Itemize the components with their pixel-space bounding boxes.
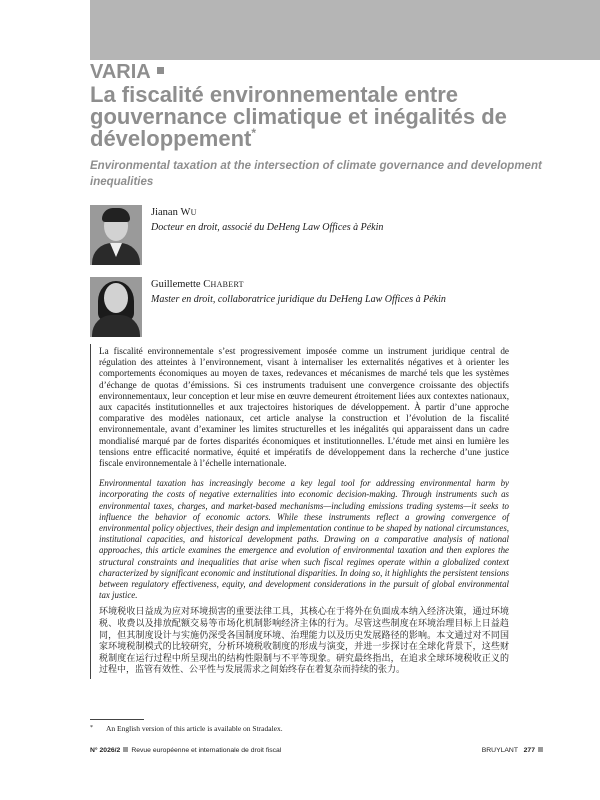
section-square-icon — [157, 67, 164, 74]
section-text: VARIA — [90, 61, 151, 83]
title-footnote-marker[interactable]: * — [251, 126, 257, 140]
article-subtitle: Environmental taxation at the intersection of climate governance and development inequalities — [90, 160, 542, 188]
author-photo-2 — [90, 277, 142, 337]
footnote — [90, 723, 510, 734]
footer-square-icon — [538, 747, 543, 752]
author-last-name: CHABERT — [203, 279, 244, 290]
footer-issue: N° 2026/2 — [90, 747, 121, 754]
abstract-chinese: 环境税收日益成为应对环境损害的重要法律工具，其核心在于将外在负面成本纳入经济决策，通过环境税、收费以及排放配额交易等市场化机制影响经济主体的行为。尽管这些制度在环境治理目标上日益趋同，但其制度设计与实施仍深受各国制度环境、治理能力以及历史发展路径的影响。本文通过对不同国家环境税制模式的比较研究，分析环境税收制度的形成与演变，并进一步探讨在全球化背景下，这些财税制度在运行过程中所呈现出的结构性限制与不平等现象。研究最终指出，在追求全球环境税收正义的过程中，监管有效性、公平性与发展需求之间始终存在着复杂而持续的张力。 — [99, 607, 509, 676]
footer-right — [482, 745, 546, 757]
page-footer — [90, 745, 546, 757]
footer-square-icon — [123, 747, 128, 752]
article-title — [90, 84, 590, 150]
author-role: Master en droit, collaboratrice juridique du DeHeng Law Offices à Pékin — [151, 294, 446, 305]
author-name: Guillemette CHABERT — [151, 279, 244, 290]
title-text: La fiscalité environnementale entre gouvernance climatique et inégalités de développement — [90, 82, 507, 151]
abstract-block — [90, 344, 509, 679]
abstract-english: Environmental taxation has increasingly become a key legal tool for addressing environmental harm by incorporating the costs of negative externalities into economic decision-making. Through instruments such as environmental taxes, charges, and market-based mechanisms—including emissions trading systems—it seeks to influence the behavior of economic actors. While these instruments reflect a growing convergence of environmental policy objectives, their design and implementation continue to be shaped by national circumstances, institutional capacities, and historical development paths. Drawing on a comparative analysis of national approaches, this article examines the emergence and evolution of environmental taxation and then explores the structural constraints and inequalities that arise when such fiscal regimes operate within a globalized context characterized by significant economic and institutional disparities. In doing so, it highlights the persistent tensions between regulatory effectiveness, equity, and development considerations in the pursuit of global environmental tax justice. — [99, 478, 509, 601]
footnote-text: An English version of this article is available on Stradalex. — [106, 724, 283, 733]
footer-publisher: BRUYLANT — [481, 747, 518, 754]
article-header — [90, 60, 590, 190]
abstract-french: La fiscalité environnementale s’est progressivement imposée comme un instrument juridique central de régulation des atteintes à l’environnement, visant à internaliser les externalités négatives et à orienter les comportements économiques au moyen de taxes, redevances et mécanismes de marché tels que les systèmes d’échange de quotas d’émissions. Si ces instruments traduisent une convergence croissante des objectifs environnementaux, leur conception et leur mise en œuvre demeurent étroitement liées aux contextes nationaux, aux capacités institutionnelles et aux trajectoires historiques de développement. À partir d’une approche comparative des modèles nationaux, cet article analyse la construction et l’évolution de la fiscalité environnementale, avant d’examiner les limites structurelles et les inégalités qui apparaissent dans un cadre mondialisé marqué par de fortes disparités économiques et institutionnelles. L’étude met ainsi en lumière les tensions entre efficacité normative, équité et impératifs de développement dans la recherche d’une justice fiscale environnementale à l’échelle internationale. — [99, 346, 509, 469]
footnote-marker: * — [90, 725, 93, 731]
footer-left — [90, 745, 281, 757]
page-number: 277 — [523, 747, 535, 754]
footer-journal: Revue européenne et internationale de droit fiscal — [131, 747, 282, 754]
author-photo-1 — [90, 205, 142, 265]
section-label — [90, 61, 590, 83]
footnote-rule — [90, 719, 144, 720]
author-last-name: WU — [180, 207, 197, 218]
author-role: Docteur en droit, associé du DeHeng Law Offices à Pékin — [151, 222, 384, 233]
author-name: Jianan WU — [151, 207, 197, 218]
header-band — [90, 0, 600, 60]
